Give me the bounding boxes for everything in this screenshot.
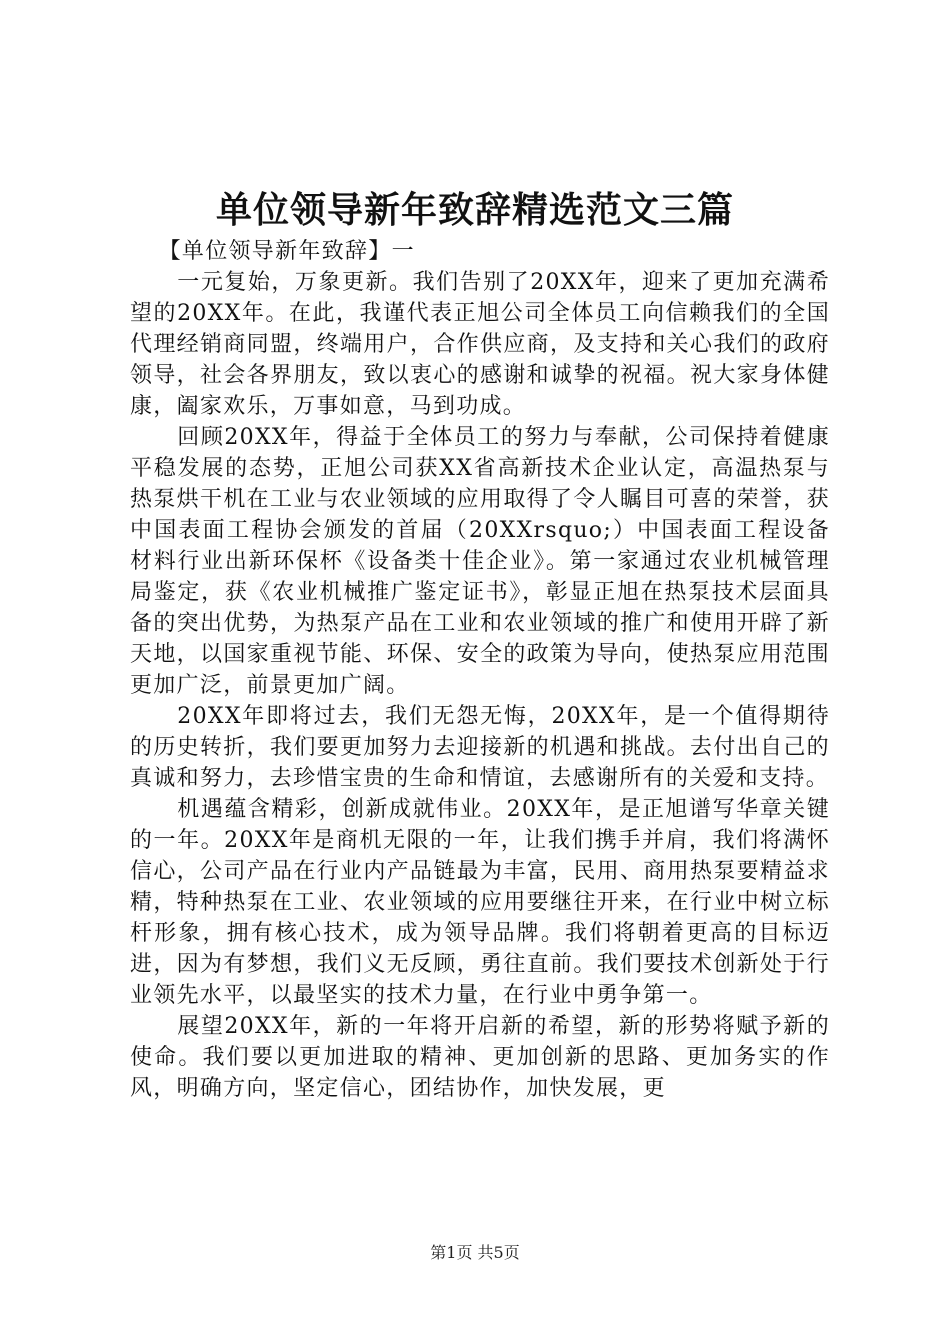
document-title: 单位领导新年致辞精选范文三篇: [215, 189, 734, 231]
document-body: [130, 236, 830, 1104]
paragraph-outlook: 展望20XX年，新的一年将开启新的希望，新的形势将赋予新的使命。我们要以更加进取的精神、更加创新的思路、更加务实的作风，明确方向，坚定信心，团结协作，加快发展，更: [130, 1014, 830, 1101]
page-footer: 第1页 共5页: [430, 1243, 520, 1262]
paragraph-transition: 20XX年即将过去，我们无怨无悔，20XX年，是一个值得期待的历史转折，我们要更加努力去迎接新的机遇和挑战。去付出自己的真诚和努力，去珍惜宝贵的生命和情谊，去感谢所有的关爱和支持。: [130, 704, 830, 791]
paragraph-opportunity: 机遇蕴含精彩，创新成就伟业。20XX年，是正旭谱写华章关键的一年。20XX年是商机无限的一年，让我们携手并肩，我们将满怀信心，公司产品在行业内产品链最为丰富，民用、商用热泵要精益求精，特种热泵在工业、农业领域的应用要继往开来，在行业中树立标杆形象，拥有核心技术，成为领导品牌。我们将朝着更高的目标迈进，因为有梦想，我们义无反顾，勇往直前。我们要技术创新处于行业领先水平，以最坚实的技术力量，在行业中勇争第一。: [130, 797, 830, 1008]
paragraph-greeting: 一元复始，万象更新。我们告别了20XX年，迎来了更加充满希望的20XX年。在此，我谨代表正旭公司全体员工向信赖我们的全国代理经销商同盟，终端用户，合作供应商，及支持和关心我们的政府领导，社会各界朋友，致以衷心的感谢和诚挚的祝福。祝大家身体健康，阖家欢乐，万事如意，马到功成。: [130, 270, 830, 419]
section-heading: 【单位领导新年致辞】一: [158, 239, 415, 264]
paragraph-review: 回顾20XX年，得益于全体员工的努力与奉献，公司保持着健康平稳发展的态势，正旭公司获XX省高新技术企业认定，高温热泵与热泵烘干机在工业与农业领域的应用取得了令人瞩目可喜的荣誉，获中国表面工程协会颁发的首届（20XXrsquo;）中国表面工程设备材料行业出新环保杯《设备类十佳企业》。第一家通过农业机械管理局鉴定，获《农业机械推广鉴定证书》，彰显正旭在热泵技术层面具备的突出优势，为热泵产品在工业和农业领域的推广和使用开辟了新天地，以国家重视节能、环保、安全的政策为导向，使热泵应用范围更加广泛，前景更加广阔。: [130, 425, 830, 698]
